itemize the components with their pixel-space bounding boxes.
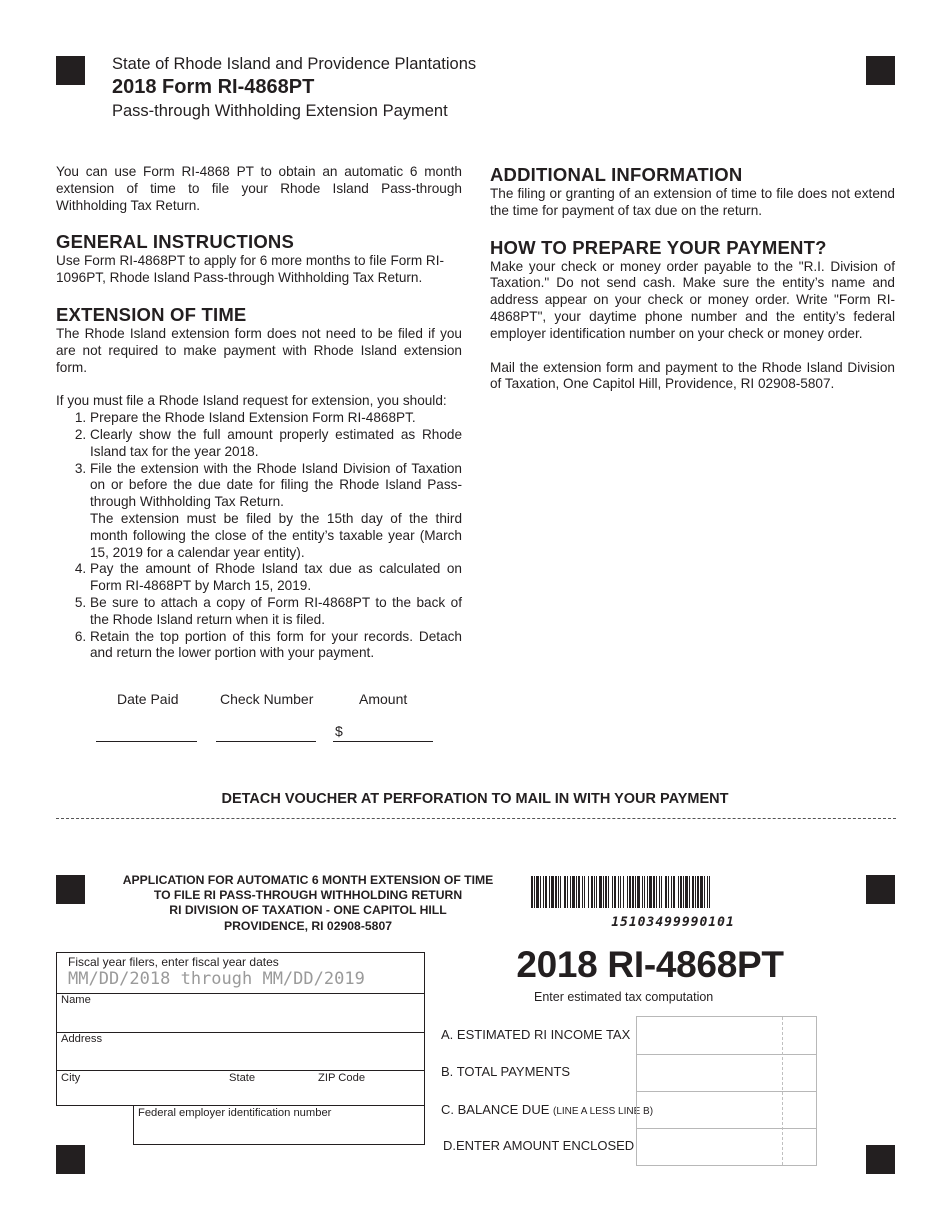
line-a-label: A. ESTIMATED RI INCOME TAX: [441, 1027, 631, 1042]
instructions-left-column: [56, 164, 462, 662]
general-instructions-heading: GENERAL INSTRUCTIONS: [56, 231, 295, 253]
fein-label: Federal employer identification number: [138, 1107, 332, 1119]
barcode: [531, 876, 815, 908]
line-b-amount-field[interactable]: [640, 1063, 778, 1081]
list-item: 3. File the extension with the Rhode Island Division of Taxation on or before the due date for filing the Rhode Island Pass-through Withholding Tax Return. The extension must be filed by the 15th day of the third month following the close of the entity’s taxable year (March 15, 2019 for a calendar year entity).: [90, 461, 462, 562]
line-c-label: C. BALANCE DUE (LINE A LESS LINE B): [441, 1102, 654, 1117]
dollar-sign: $: [335, 723, 343, 739]
mail-instructions: Mail the extension form and payment to the Rhode Island Division of Taxation, One Capitol Hill, Providence, RI 02908-5807.: [490, 359, 895, 392]
general-instructions-text: Use Form RI-4868PT to apply for 6 more months to file Form RI-1096PT, Rhode Island Pass-through Withholding Tax Return.: [56, 253, 445, 286]
extension-text: The Rhode Island extension form does not need to be filed if you are not required to make payment with Rhode Island extension form.: [56, 325, 462, 375]
voucher-title: APPLICATION FOR AUTOMATIC 6 MONTH EXTENSION OF TIME TO FILE RI PASS-THROUGH WITHHOLDING RETURN RI DIVISION OF TAXATION - ONE CAPITOL HILL PROVIDENCE, RI 02908-5807: [122, 873, 494, 933]
barcode-number: 15103499990101: [611, 915, 735, 930]
extension-heading: EXTENSION OF TIME: [56, 303, 247, 325]
state-field[interactable]: [229, 1087, 309, 1103]
step3-note: The extension must be filed by the 15th day of the third month following the close of the entity’s taxable year (March 15, 2019 for a calendar year entity).: [90, 510, 462, 560]
list-item: 5. Be sure to attach a copy of Form RI-4868PT to the back of the Rhode Island return when it is filed.: [90, 595, 462, 629]
amount-field[interactable]: [348, 722, 432, 740]
intro-text: You can use Form RI-4868 PT to obtain an automatic 6 month extension of time to file your Rhode Island Pass-through Withholding Tax Return.: [56, 164, 462, 213]
state-name: State of Rhode Island and Providence Plantations: [112, 55, 477, 73]
name-field[interactable]: [61, 1010, 419, 1028]
line-d-label: D.ENTER AMOUNT ENCLOSED: [443, 1138, 635, 1153]
date-paid-line: [96, 741, 197, 742]
detach-instruction: DETACH VOUCHER AT PERFORATION TO MAIL IN WITH YOUR PAYMENT: [221, 791, 729, 807]
additional-info-heading: ADDITIONAL INFORMATION: [490, 164, 743, 185]
fiscal-year-label: Fiscal year filers, enter fiscal year dates: [68, 955, 279, 969]
registration-mark: [866, 875, 895, 904]
date-paid-field[interactable]: [96, 722, 196, 740]
extension-steps-list: [56, 410, 462, 662]
list-item: 1. Prepare the Rhode Island Extension Form RI-4868PT.: [90, 410, 462, 427]
line-b-label: B. TOTAL PAYMENTS: [441, 1064, 571, 1079]
address-label: Address: [61, 1033, 103, 1045]
registration-mark: [56, 875, 85, 904]
registration-mark: [866, 1145, 895, 1174]
fiscal-year-dates-input[interactable]: [68, 968, 418, 990]
state-label: State: [229, 1072, 256, 1084]
prepare-payment-heading: HOW TO PREPARE YOUR PAYMENT?: [490, 236, 827, 258]
line-d-amount-field[interactable]: [640, 1137, 778, 1155]
registration-mark: [56, 56, 85, 85]
zip-label: ZIP Code: [318, 1072, 366, 1084]
instructions-right-column: [490, 164, 895, 393]
city-label: City: [61, 1072, 81, 1084]
amount-label: Amount: [359, 691, 408, 707]
check-number-label: Check Number: [220, 691, 314, 707]
list-item: 6. Retain the top portion of this form for your records. Detach and return the lower portion with your payment.: [90, 629, 462, 663]
registration-mark: [866, 56, 895, 85]
prepare-payment-text: Make your check or money order payable to the "R.I. Division of Taxation." Do not send cash. Make sure the entity’s name and address appear on your check or money order. Write "Form RI-4868PT", your daytime phone number and the entity’s federal employer identification number on your check or money order.: [490, 258, 895, 341]
list-item: 4. Pay the amount of Rhode Island tax due as calculated on Form RI-4868PT by March 15, 2019.: [90, 561, 462, 595]
check-number-field[interactable]: [216, 722, 316, 740]
date-paid-label: Date Paid: [117, 691, 179, 707]
extension-list-intro: If you must file a Rhode Island request for extension, you should:: [56, 393, 447, 409]
form-title: 2018 Form RI-4868PT: [112, 76, 315, 98]
name-label: Name: [61, 994, 91, 1006]
form-subtitle: Pass-through Withholding Extension Payment: [112, 102, 448, 120]
perforation-line: [56, 818, 896, 819]
line-c-amount-field[interactable]: [640, 1100, 778, 1118]
line-a-amount-field[interactable]: [640, 1026, 778, 1044]
city-field[interactable]: [61, 1087, 221, 1103]
estimate-note: Enter estimated tax computation: [534, 990, 714, 1004]
check-number-line: [216, 741, 316, 742]
registration-mark: [56, 1145, 85, 1174]
additional-info-text: The filing or granting of an extension of time to file does not extend the time for payment of tax due on the return.: [490, 186, 895, 218]
list-item: 2. Clearly show the full amount properly estimated as Rhode Island tax for the year 2018.: [90, 427, 462, 461]
address-field[interactable]: [61, 1049, 419, 1067]
fein-field[interactable]: [138, 1123, 418, 1141]
voucher-form-title: 2018 RI-4868PT: [516, 944, 784, 985]
amount-line: [333, 741, 433, 742]
cents-divider: [782, 1017, 783, 1165]
zip-field[interactable]: [318, 1087, 418, 1103]
